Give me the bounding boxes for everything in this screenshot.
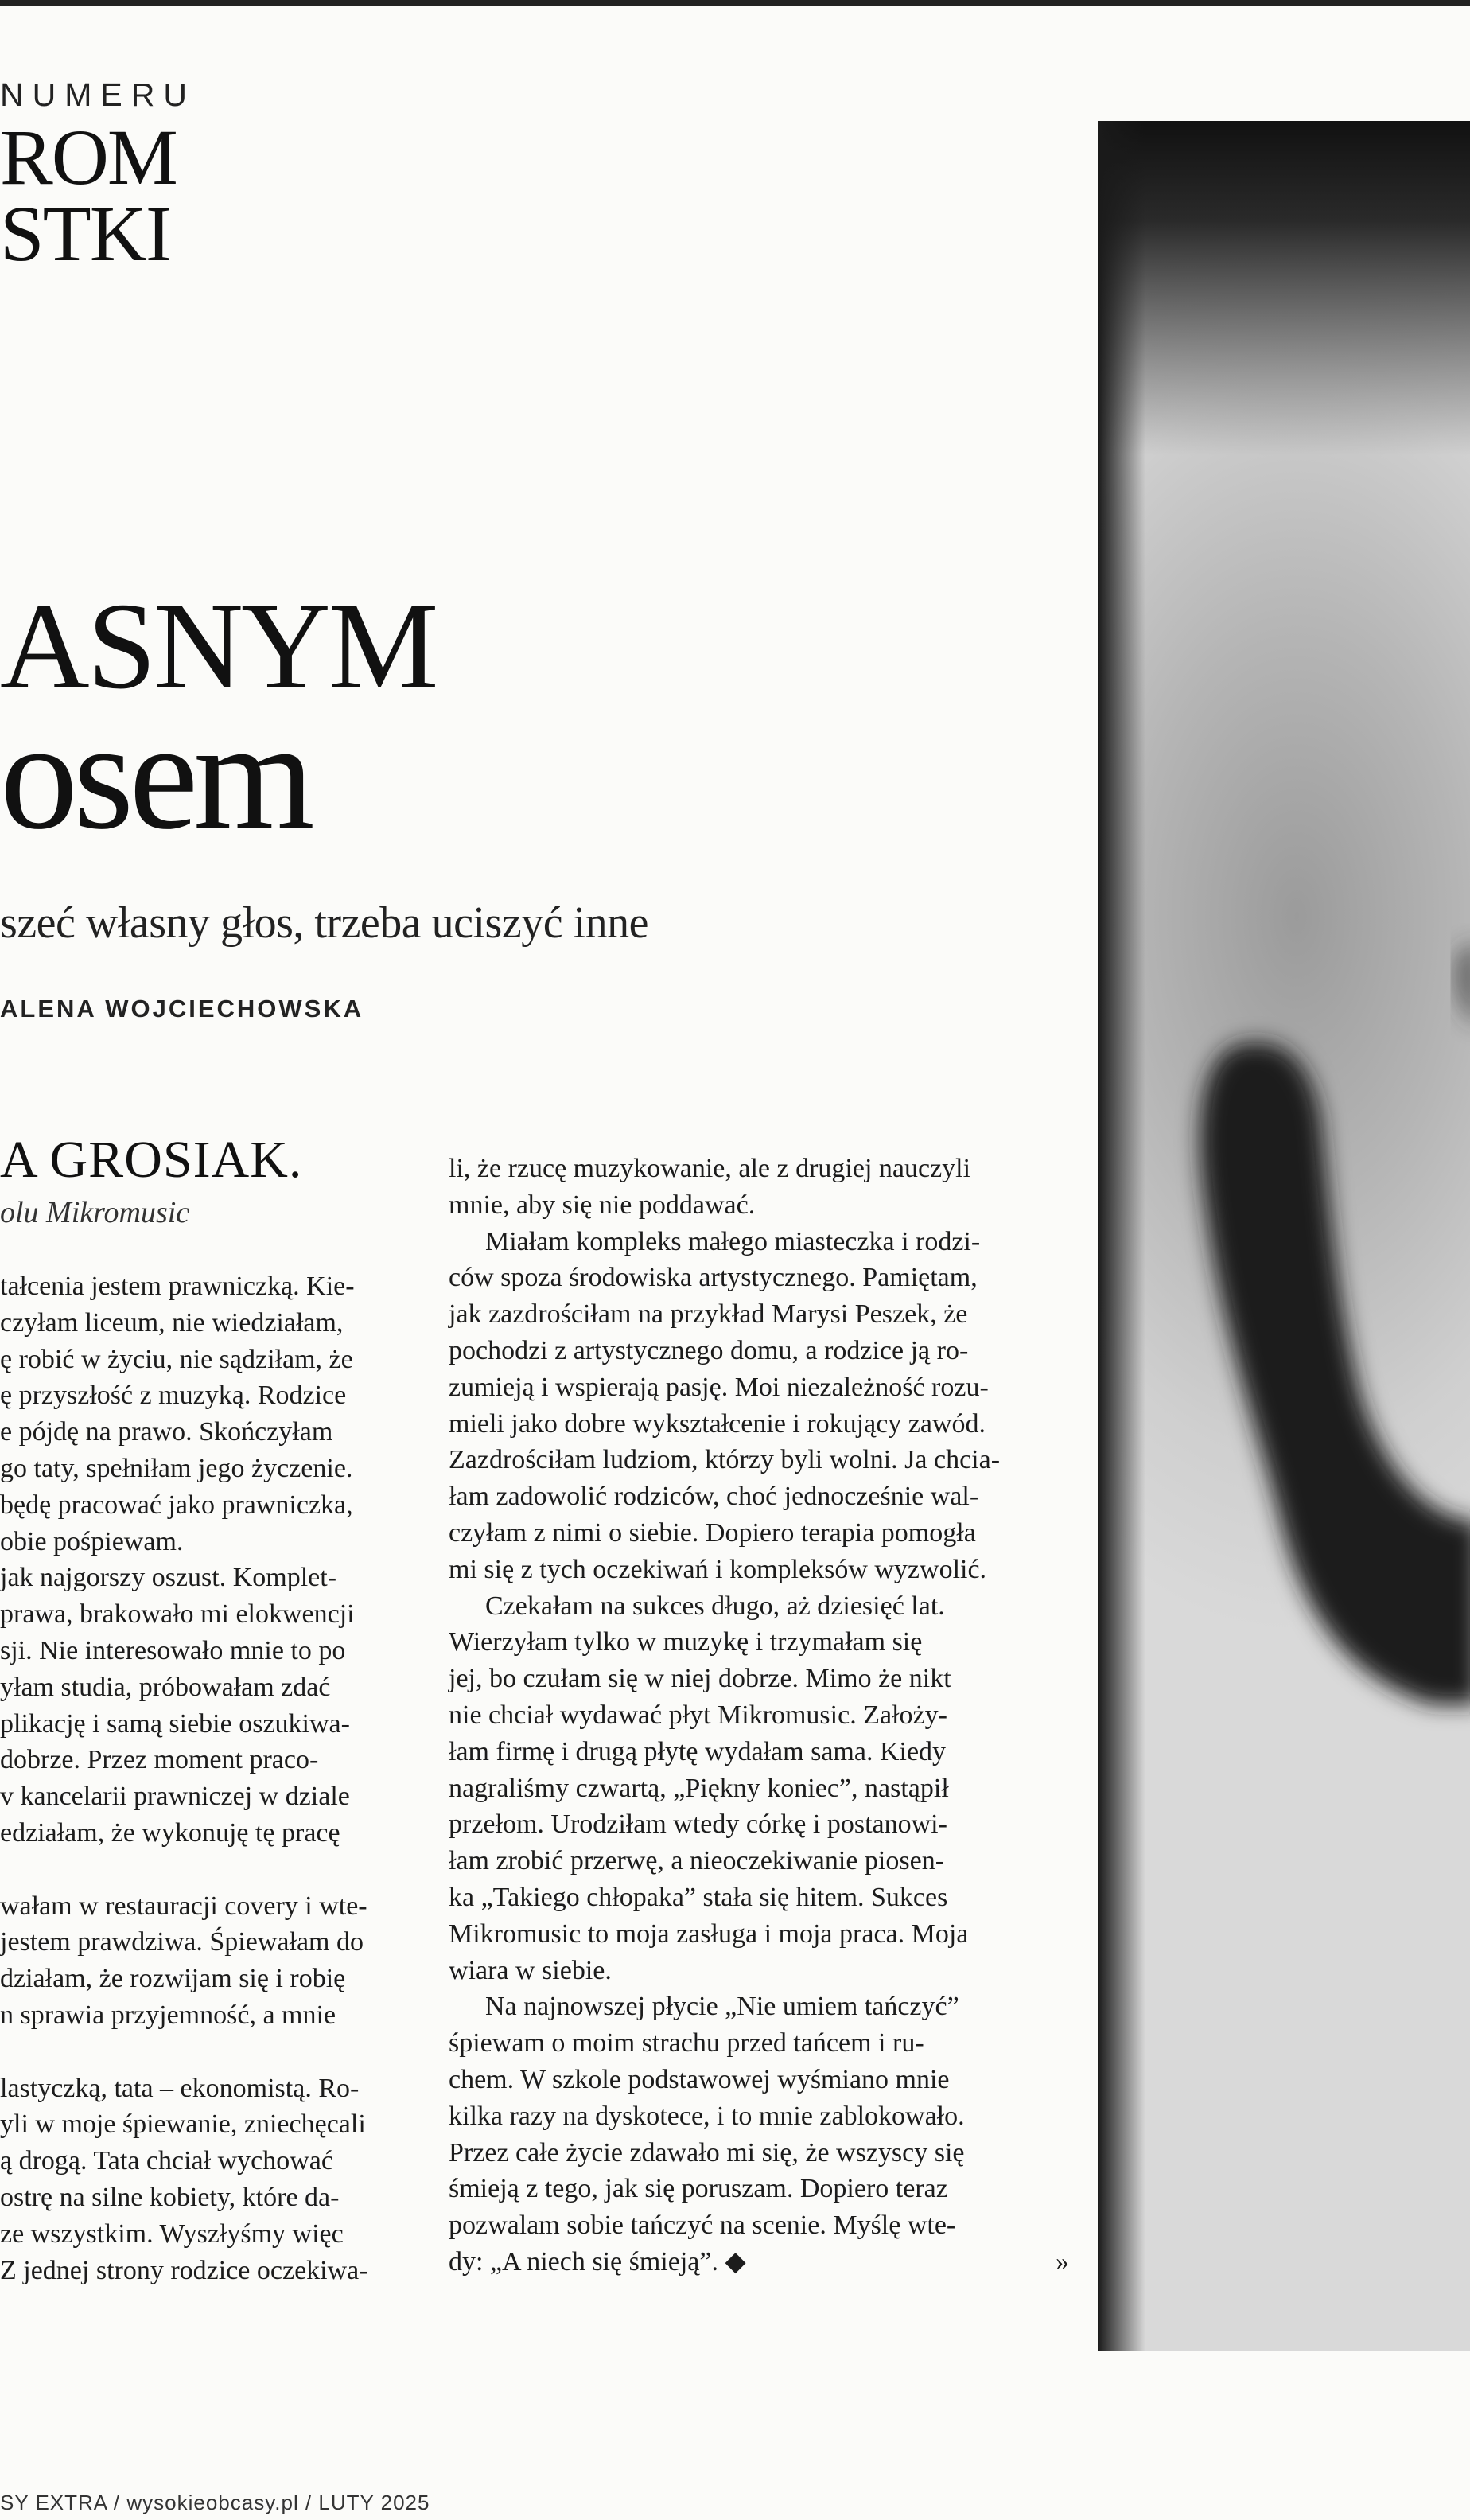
body-line-text: ców spoza środowiska artystycznego. Pamiętam, — [449, 1263, 978, 1293]
body-line — [449, 2062, 1069, 2098]
portrait-photo — [1098, 121, 1470, 2351]
body-line-text: Na najnowszej płycie „Nie umiem tańczyć” — [485, 1992, 959, 2022]
body-line — [449, 1224, 1069, 1260]
body-line — [449, 1879, 1069, 1916]
body-line-text: śmieją z tego, jak się poruszam. Dopiero teraz — [449, 2174, 948, 2204]
body-line — [449, 1916, 1069, 1953]
body-line-text: Wierzyłam tylko w muzykę i trzymałam się — [449, 1627, 923, 1657]
body-line — [449, 1151, 1069, 1187]
body-line: edziałam, że wykonuję tę pracę — [0, 1817, 340, 1848]
body-line: dobrze. Przez moment praco- — [0, 1745, 319, 1775]
body-line: jestem prawdziwa. Śpiewałam do — [0, 1927, 364, 1957]
body-line-text: łam zadowolić rodziców, choć jednocześnie wal- — [449, 1482, 979, 1512]
body-line-text: dy: „A niech się śmieją”. ◆ — [449, 2246, 746, 2277]
body-line-text: nagraliśmy czwartą, „Piękny koniec”, nastąpił — [449, 1773, 949, 1803]
body-line-text: ka „Takiego chłopaka” stała się hitem. Sukces — [449, 1882, 948, 1912]
body-line: ę przyszłość z muzyką. Rodzice — [0, 1381, 347, 1411]
body-line — [0, 2034, 414, 2070]
body-line-text: jej, bo czułam się w niej dobrze. Mimo że nikt — [449, 1664, 951, 1694]
body-line: lastyczką, tata – ekonomistą. Ro- — [0, 2073, 360, 2103]
body-line-text: wiara w siebie. — [449, 1955, 612, 1985]
body-line: prawa, brakowało mi elokwencji — [0, 1599, 355, 1630]
photo-hand-shadow — [1145, 917, 1470, 1911]
body-line-text: mi się z tych oczekiwań i kompleksów wyzwolić. — [449, 1554, 987, 1584]
body-line — [449, 1478, 1069, 1515]
body-line — [449, 2025, 1069, 2062]
section-kicker: NUMERU — [0, 76, 196, 113]
body-line-text: łam firmę i drugą płytę wydałam sama. Kiedy — [449, 1736, 947, 1766]
body-line — [449, 2135, 1069, 2171]
body-line — [449, 1624, 1069, 1661]
page-footer: SY EXTRA / wysokieobcasy.pl / LUTY 2025 — [0, 2491, 430, 2514]
interviewee-role: olu Mikromusic — [0, 1196, 190, 1229]
body-line: czyłam liceum, nie wiedziałam, — [0, 1307, 344, 1338]
body-line — [449, 1953, 1069, 1989]
body-line: działam, że rozwijam się i robię — [0, 1964, 346, 1994]
body-column-left — [0, 1268, 414, 2288]
body-line — [449, 1988, 1069, 2025]
body-line: będę pracować jako prawniczka, — [0, 1490, 353, 1520]
body-line: jak najgorszy oszust. Komplet- — [0, 1563, 337, 1593]
body-line-text: mieli jako dobre wykształcenie i rokujący zawód. — [449, 1408, 986, 1439]
section-title — [0, 113, 177, 278]
body-line: e pójdę na prawo. Skończyłam — [0, 1417, 333, 1447]
body-line: ą drogą. Tata chciał wychować — [0, 2146, 333, 2176]
body-line — [449, 1406, 1069, 1443]
body-line: wałam w restauracji covery i wte- — [0, 1891, 368, 1921]
body-line — [449, 1260, 1069, 1296]
body-line-text: pochodzi z artystycznego domu, a rodzice ją ro- — [449, 1335, 969, 1365]
body-line — [449, 2171, 1069, 2207]
article-subtitle: szeć własny głos, trzeba uciszyć inne — [0, 898, 648, 948]
body-line: plikację i samą siebie oszukiwa- — [0, 1708, 350, 1739]
body-line: n sprawia przyjemność, a mnie — [0, 2000, 336, 2030]
body-line-text: łam zrobić przerwę, a nieoczekiwanie piosen- — [449, 1846, 945, 1876]
body-line: Z jednej strony rodzice oczekiwa- — [0, 2255, 368, 2285]
body-line — [449, 1552, 1069, 1588]
body-line-text: czyłam z nimi o siebie. Dopiero terapia pomogła — [449, 1517, 976, 1548]
body-line-text: kilka razy na dyskotece, i to mnie zablokowało. — [449, 2101, 965, 2131]
body-line-text: Zazdrościłam ludziom, którzy byli wolni. Ja chcia- — [449, 1445, 1001, 1475]
body-line-text: Przez całe życie zdawało mi się, że wszyscy się — [449, 2137, 965, 2168]
body-line-text: chem. W szkole podstawowej wyśmiano mnie — [449, 2064, 950, 2094]
body-column-right — [449, 1151, 1069, 2280]
top-rule — [0, 0, 1470, 6]
body-line: yłam studia, próbowałam zdać — [0, 1672, 331, 1702]
photo-vignette — [1098, 121, 1145, 2351]
body-line: v kancelarii prawniczej w dziale — [0, 1782, 350, 1812]
body-line: obie pośpiewam. — [0, 1526, 184, 1556]
body-line — [0, 1852, 414, 1888]
body-line-text: Czekałam na sukces długo, aż dziesięć lat. — [485, 1591, 945, 1621]
body-line-text: śpiewam o moim strachu przed tańcem i ru- — [449, 2028, 924, 2058]
article-title-line2: osem — [0, 689, 310, 862]
body-line — [449, 1734, 1069, 1770]
body-line — [449, 1588, 1069, 1625]
body-line: ostrę na silne kobiety, które da- — [0, 2182, 340, 2212]
body-line-text: pozwalam sobie tańczyć na scenie. Myślę wte- — [449, 2210, 956, 2241]
body-line: tałcenia jestem prawniczką. Kie- — [0, 1272, 355, 1301]
body-line-text: li, że rzucę muzykowanie, ale z drugiej nauczyli — [449, 1154, 971, 1183]
body-line-text: Mikromusic to moja zasługa i moja praca. Moja — [449, 1918, 969, 1949]
body-line — [449, 1333, 1069, 1369]
body-line-text: zumieją i wspierają pasję. Moi niezależność rozu- — [449, 1372, 989, 1402]
body-line — [449, 1369, 1069, 1406]
body-line-text: jak zazdrościłam na przykład Marysi Peszek, że — [449, 1299, 968, 1330]
body-line — [449, 1515, 1069, 1552]
body-line-text: przełom. Urodziłam wtedy córkę i postanowi- — [449, 1809, 947, 1840]
body-line: ę robić w życiu, nie sądziłam, że — [0, 1344, 353, 1374]
body-line: go taty, spełniłam jego życzenie. — [0, 1453, 353, 1483]
body-line — [449, 1661, 1069, 1697]
body-line — [449, 1770, 1069, 1807]
body-line — [449, 1697, 1069, 1734]
body-line — [449, 2207, 1069, 2244]
body-line-text: mnie, aby się nie poddawać. — [449, 1190, 756, 1220]
body-line — [449, 1442, 1069, 1478]
body-line: yli w moje śpiewanie, zniechęcali — [0, 2109, 366, 2140]
continue-marker: » — [1056, 2246, 1069, 2277]
body-line — [449, 1187, 1069, 1224]
article-byline: ALENA WOJCIECHOWSKA — [0, 995, 364, 1022]
body-line — [449, 2098, 1069, 2135]
body-line: ze wszystkim. Wyszłyśmy więc — [0, 2218, 344, 2249]
section-title-line: ROM — [0, 113, 177, 201]
body-line — [449, 1296, 1069, 1333]
article-title — [0, 577, 437, 862]
body-line — [449, 1843, 1069, 1879]
body-line-text: nie chciał wydawać płyt Mikromusic. Założy- — [449, 1700, 947, 1730]
photo-dark-area — [1098, 121, 1470, 455]
section-title-line: STKI — [0, 189, 171, 278]
article-title-line1: ASNYM — [0, 577, 437, 715]
body-line — [449, 2244, 1069, 2280]
body-line-text: Miałam kompleks małego miasteczka i rodzi- — [485, 1226, 981, 1256]
body-line — [449, 1806, 1069, 1843]
body-line: sji. Nie interesowało mnie to po — [0, 1635, 346, 1665]
interviewee-name: A GROSIAK. — [0, 1131, 303, 1189]
